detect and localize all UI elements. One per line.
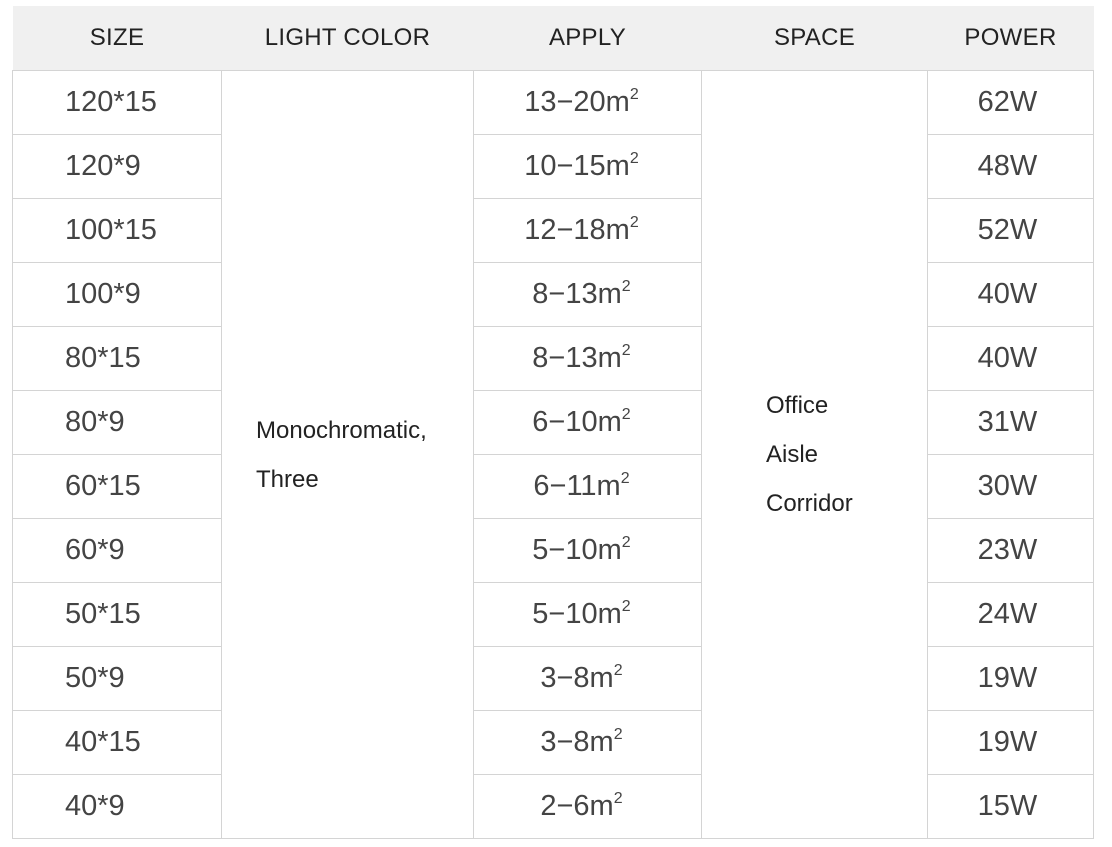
light-color-line: Monochromatic,	[256, 416, 427, 444]
table-row	[13, 583, 1094, 647]
table-row	[13, 647, 1094, 711]
apply-cell	[474, 519, 702, 583]
table-row	[13, 519, 1094, 583]
apply-cell	[474, 263, 702, 327]
table-row	[13, 135, 1094, 199]
size-cell: 50*9	[13, 647, 222, 711]
apply-cell	[474, 455, 702, 519]
apply-cell	[474, 199, 702, 263]
size-cell: 60*15	[13, 455, 222, 519]
apply-cell	[474, 135, 702, 199]
power-cell: 30W	[928, 455, 1094, 519]
size-cell: 40*15	[13, 711, 222, 775]
power-cell: 48W	[928, 135, 1094, 199]
power-cell: 24W	[928, 583, 1094, 647]
area-unit-superscript: 2	[621, 598, 631, 615]
size-cell: 40*9	[13, 775, 222, 839]
space-line: Office	[766, 392, 829, 419]
area-unit-superscript: 2	[613, 662, 623, 679]
apply-cell	[474, 327, 702, 391]
apply-area-value: 6−10m	[532, 406, 622, 438]
area-unit-superscript: 2	[620, 470, 630, 487]
table-body	[13, 71, 1094, 839]
area-unit-superscript: 2	[613, 790, 623, 807]
power-cell: 62W	[928, 71, 1094, 135]
space-line: Corridor	[766, 490, 853, 517]
table-row	[13, 711, 1094, 775]
size-cell: 80*15	[13, 327, 222, 391]
apply-cell	[474, 647, 702, 711]
apply-area-value: 12−18m	[524, 214, 630, 246]
table-row	[13, 391, 1094, 455]
spec-table	[12, 6, 1094, 839]
power-cell: 19W	[928, 647, 1094, 711]
apply-area-value: 5−10m	[532, 598, 622, 630]
power-cell: 19W	[928, 711, 1094, 775]
apply-area-value: 8−13m	[532, 342, 622, 374]
apply-cell	[474, 71, 702, 135]
table-row	[13, 71, 1094, 135]
power-cell: 23W	[928, 519, 1094, 583]
apply-area-value: 5−10m	[532, 534, 622, 566]
size-cell: 100*9	[13, 263, 222, 327]
power-cell: 40W	[928, 263, 1094, 327]
header-space: SPACE	[702, 6, 928, 71]
power-cell: 15W	[928, 775, 1094, 839]
header-size: SIZE	[13, 6, 222, 71]
table-header	[13, 6, 1094, 71]
power-cell: 40W	[928, 327, 1094, 391]
area-unit-superscript: 2	[629, 86, 639, 103]
area-unit-superscript: 2	[629, 214, 639, 231]
power-cell: 31W	[928, 391, 1094, 455]
apply-area-value: 3−8m	[540, 662, 614, 694]
size-cell: 120*9	[13, 135, 222, 199]
table-row	[13, 199, 1094, 263]
apply-cell	[474, 711, 702, 775]
space-line: Aisle	[766, 441, 819, 468]
size-cell: 120*15	[13, 71, 222, 135]
apply-area-value: 6−11m	[533, 470, 621, 502]
table-row	[13, 263, 1094, 327]
header-light-color: LIGHT COLOR	[222, 6, 474, 71]
light-color-cell	[222, 71, 474, 839]
area-unit-superscript: 2	[621, 534, 631, 551]
table-row	[13, 455, 1094, 519]
area-unit-superscript: 2	[621, 406, 631, 423]
apply-area-value: 3−8m	[540, 726, 614, 758]
area-unit-superscript: 2	[629, 150, 639, 167]
apply-cell	[474, 775, 702, 839]
area-unit-superscript: 2	[621, 342, 631, 359]
size-cell: 80*9	[13, 391, 222, 455]
apply-area-value: 2−6m	[540, 790, 614, 822]
header-row	[13, 6, 1094, 71]
apply-area-value: 8−13m	[532, 278, 622, 310]
light-color-line: Three	[256, 465, 319, 493]
power-cell: 52W	[928, 199, 1094, 263]
table-row	[13, 775, 1094, 839]
size-cell: 50*15	[13, 583, 222, 647]
area-unit-superscript: 2	[621, 278, 631, 295]
apply-area-value: 10−15m	[524, 150, 630, 182]
space-cell	[702, 71, 928, 839]
header-power: POWER	[928, 6, 1094, 71]
size-cell: 100*15	[13, 199, 222, 263]
apply-area-value: 13−20m	[524, 86, 630, 118]
size-cell: 60*9	[13, 519, 222, 583]
header-apply: APPLY	[474, 6, 702, 71]
area-unit-superscript: 2	[613, 726, 623, 743]
apply-cell	[474, 391, 702, 455]
apply-cell	[474, 583, 702, 647]
table-row	[13, 327, 1094, 391]
